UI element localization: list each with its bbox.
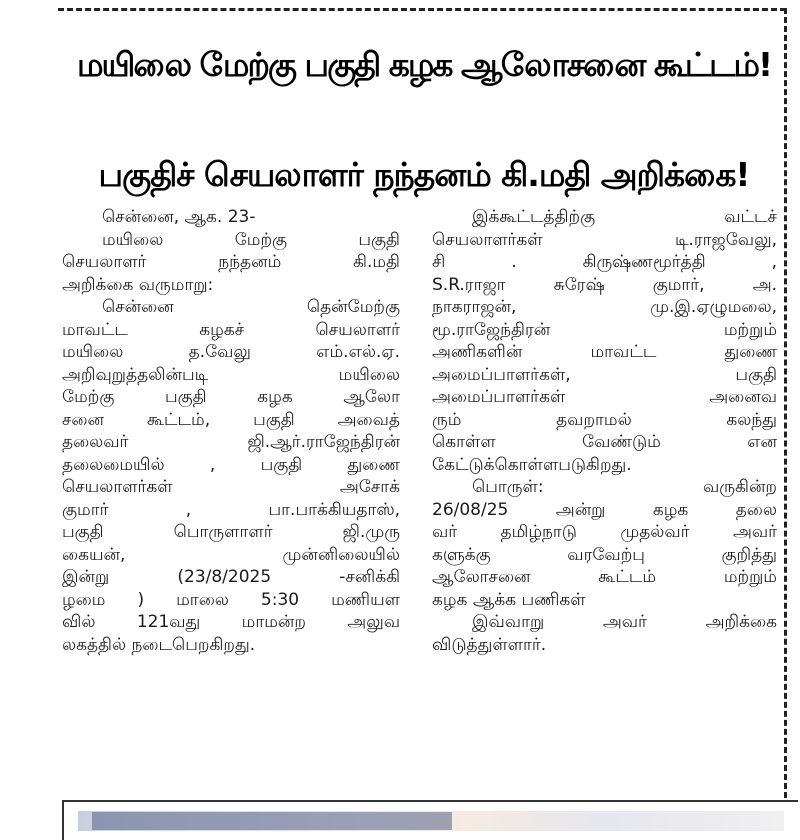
text-line: கையன், முன்னிலையில்: [62, 544, 400, 565]
text-line: மூ.ராஜேந்திரன் மற்றும்: [432, 319, 777, 340]
text-line: இக்கூட்டத்திற்கு வட்டச்: [472, 207, 777, 227]
text-line: மேற்கு பகுதி கழக ஆலோ: [62, 387, 400, 407]
text-line: ழமை ) மாலை 5:30 மணியள: [62, 589, 400, 610]
text-line: தலைவர் ஜி.ஆர்.ராஜேந்திரன்: [62, 432, 400, 452]
text-line: அணிகளின் மாவட்ட துணை: [432, 342, 777, 362]
text-line: 26/08/25 அன்று கழக தலை: [432, 499, 777, 520]
text-line: வர் தமிழ்நாடு முதல்வர் அவர்: [432, 522, 777, 542]
text-line: கொள்ள வேண்டும் என: [432, 432, 777, 452]
text-line: கேட்டுக்கொள்ளபடுகிறது.: [432, 454, 632, 475]
article-right-column: [432, 206, 777, 656]
text-line: களுக்கு வரவேற்பு குறித்து: [432, 544, 777, 565]
text-line: ஆலோசனை கூட்டம் மற்றும்: [432, 567, 777, 587]
text-line: செயலாளர் நந்தனம் கி.மதி: [62, 252, 400, 272]
text-line: மாவட்ட கழகச் செயலாளர்: [62, 319, 400, 340]
text-line: சென்னை, ஆக. 23-: [102, 207, 256, 227]
text-line: அமைப்பாளர்கள் அனைவ: [432, 387, 777, 407]
subheadline: பகுதிச் செயலாளர் நந்தனம் கி.மதி அறிக்கை!: [98, 155, 750, 194]
text-line: மயிலை த.வேலு எம்.எல்.ஏ.: [62, 342, 400, 362]
text-line: சனை கூட்டம், பகுதி அவைத்: [62, 409, 400, 430]
clipping-border-top: [58, 8, 786, 11]
text-line: செயலாளர்கள் டி.ராஜவேலு,: [432, 229, 777, 250]
text-line: அமைப்பாளர்கள், பகுதி: [432, 364, 777, 385]
text-line: விடுத்துள்ளார்.: [432, 634, 547, 655]
text-line: அறிக்கை வருமாறு:: [62, 274, 214, 295]
text-line: ரும் தவறாமல் கலந்து: [432, 409, 777, 430]
text-line: இன்று (23/8/2025 -சனிக்கி: [62, 567, 400, 587]
text-line: குமார் , பா.பாக்கியதாஸ்,: [62, 499, 400, 520]
text-line: லகத்தில் நடைபெறகிறது.: [62, 634, 256, 655]
headline: மயிலை மேற்கு பகுதி கழக ஆலோசனை கூட்டம்!: [76, 45, 772, 84]
text-line: அறிவுறுத்தலின்படி மயிலை: [62, 364, 400, 385]
text-line: தலைமையில் , பகுதி துணை: [62, 454, 400, 475]
article-left-column: [62, 206, 400, 656]
text-line: கழக ஆக்க பணிகள்: [432, 589, 586, 610]
text-line: நாகராஜன், மு.இ.ஏழுமலை,: [432, 297, 777, 317]
text-line: S.R.ராஜா சுரேஷ் குமார், அ.: [432, 274, 777, 295]
next-article-photo-shade: [92, 812, 452, 830]
clipping-border-right: [784, 8, 787, 798]
text-line: பகுதி பொருளாளர் ஜி.முரு: [62, 522, 400, 542]
text-line: இவ்வாறு அவர் அறிக்கை: [472, 612, 777, 632]
text-line: சென்னை தென்மேற்கு: [102, 297, 400, 317]
text-line: சி . கிருஷ்ணமூர்த்தி ,: [432, 252, 777, 272]
text-line: வில் 121வது மாமன்ற அலுவ: [62, 612, 400, 632]
text-line: பொருள்: வருகின்ற: [472, 477, 777, 497]
text-line: செயலாளர்கள் அசோக்: [62, 477, 400, 497]
text-line: மயிலை மேற்கு பகுதி: [102, 229, 400, 250]
